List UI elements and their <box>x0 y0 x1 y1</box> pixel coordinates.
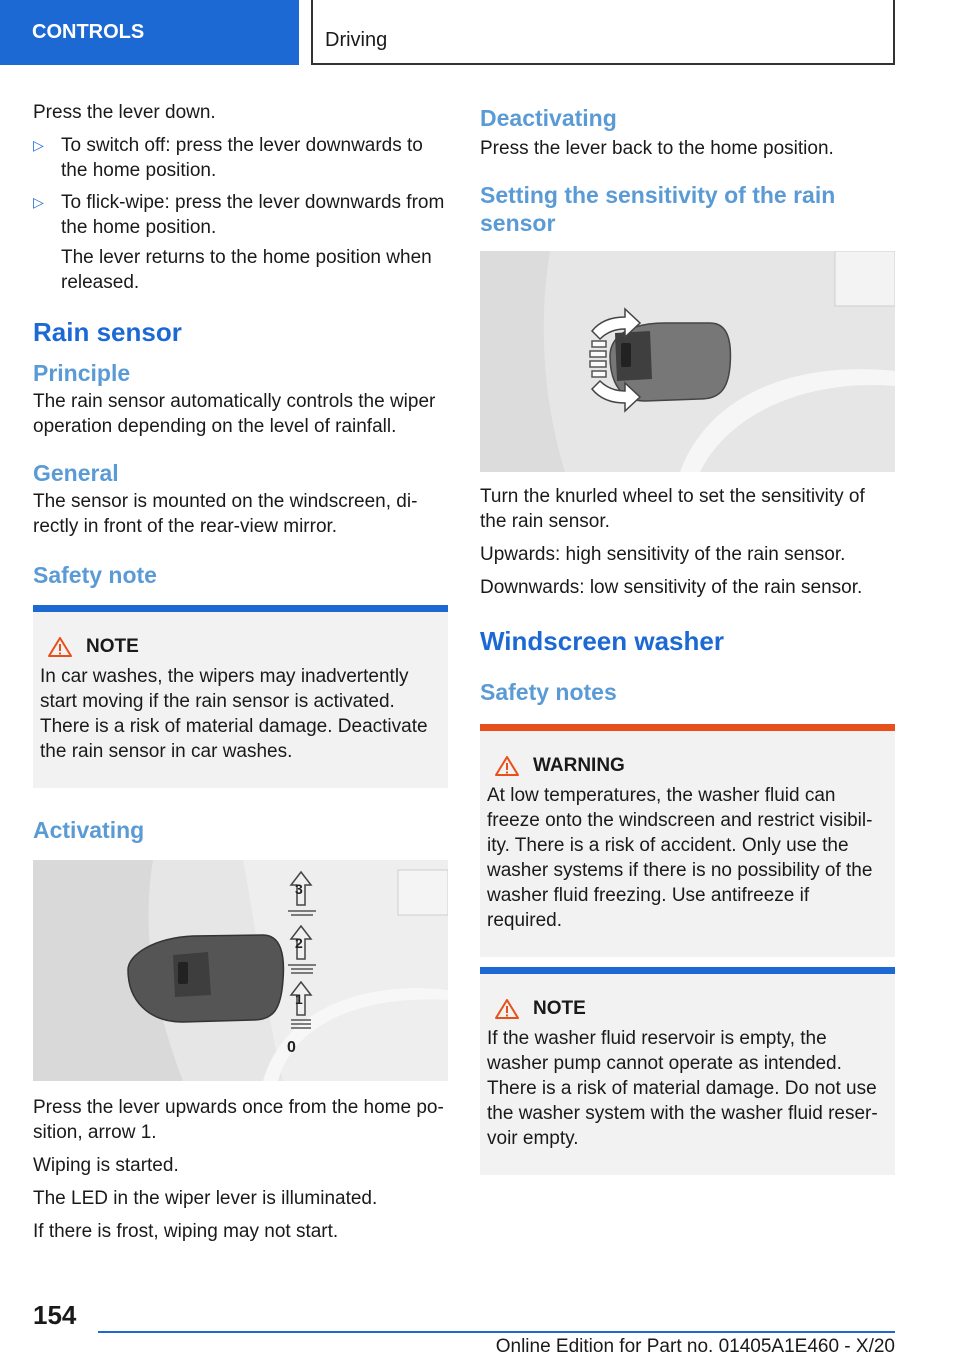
footer-rule <box>98 1331 895 1333</box>
triangle-bullet-icon: ▷ <box>33 194 44 210</box>
section-tab: CONTROLS <box>0 0 299 65</box>
principle-text: The rain sensor automatically controls the wiper operation depending on the level of rainfall. <box>33 391 436 437</box>
note-box <box>33 605 448 788</box>
frost-text: If there is frost, wiping may not start. <box>33 1221 339 1242</box>
note-text: If the washer fluid reservoir is empty, the washer pump cannot operate as intended. There is a risk of material damage. Do not use the washer system with the washer fluid reser‐voir empty. <box>487 1028 878 1149</box>
general-heading: General <box>33 460 119 486</box>
page-number: 154 <box>33 1300 77 1330</box>
upwards-text: Upwards: high sensitivity of the rain sensor. <box>480 544 846 565</box>
warning-header <box>487 755 887 777</box>
sensitivity-heading: Setting the sensitivity of the rain sensor <box>480 182 836 236</box>
safety-note-heading: Safety note <box>33 562 157 588</box>
rain-sensor-heading: Rain sensor <box>33 317 182 347</box>
warning-triangle-icon <box>48 637 72 657</box>
list-item <box>33 133 448 183</box>
header-divider-right <box>893 0 895 65</box>
wheel-drawing <box>480 251 895 472</box>
windscreen-washer-heading: Windscreen washer <box>480 626 724 656</box>
figure-label-0: 0 <box>287 1039 296 1056</box>
triangle-bullet-icon: ▷ <box>33 137 44 153</box>
sensitivity-text: Turn the knurled wheel to set the sensitivity of the rain sensor. <box>480 486 865 532</box>
bullet-note: The lever returns to the home position when released. <box>61 247 432 293</box>
downwards-text: Downwards: low sensitivity of the rain sensor. <box>480 577 863 598</box>
activating-heading: Activating <box>33 817 145 843</box>
note-text: In car washes, the wipers may inadvertently start moving if the rain sensor is activated. There is a risk of material damage. Deactivate the rain sensor in car washes. <box>40 666 428 762</box>
deactivating-text: Press the lever back to the home position. <box>480 138 834 159</box>
note-label: NOTE <box>533 998 586 1019</box>
led-text: The LED in the wiper lever is illuminated. <box>33 1188 378 1209</box>
note-box <box>480 967 895 1175</box>
left-column <box>33 100 448 1252</box>
safety-notes-heading: Safety notes <box>480 679 617 705</box>
wiper-lever-illustration <box>33 860 448 1081</box>
warning-triangle-icon <box>495 999 519 1019</box>
figure-label-1: 1 <box>295 991 303 1007</box>
header-underline <box>311 63 895 65</box>
chapter-title: Driving <box>325 29 388 51</box>
lever-drawing <box>33 860 448 1081</box>
activating-text: Press the lever upwards once from the home po‐sition, arrow 1. <box>33 1097 444 1143</box>
note-header <box>40 636 440 658</box>
warning-text: At low temperatures, the washer fluid can freeze onto the windscreen and restrict visibil‐ity. There is a risk of accident. Only use the washer systems if there is no possibility of the washer fluid freezing. Use antifreeze if required. <box>487 785 873 931</box>
note-header <box>487 998 887 1020</box>
warning-box <box>480 724 895 957</box>
figure-label-2: 2 <box>295 935 303 951</box>
note-label: NOTE <box>86 636 139 657</box>
wiping-text: Wiping is started. <box>33 1155 179 1176</box>
right-column <box>480 104 895 1175</box>
warning-label: WARNING <box>533 755 625 776</box>
figure-label-3: 3 <box>295 881 303 897</box>
general-text: The sensor is mounted on the windscreen, di‐rectly in front of the rear-view mirror. <box>33 491 418 537</box>
sensitivity-wheel-illustration <box>480 251 895 472</box>
deactivating-heading: Deactivating <box>480 105 617 131</box>
intro-text: Press the lever down. <box>33 102 216 123</box>
list-item-text: To switch off: press the lever downwards to the home position. <box>61 135 423 181</box>
list-item <box>33 190 448 240</box>
edition-text: Online Edition for Part no. 01405A1E460 - X/20 <box>495 1336 895 1357</box>
warning-triangle-icon <box>495 756 519 776</box>
header-divider <box>311 0 313 65</box>
principle-heading: Principle <box>33 360 131 386</box>
list-item-text: To flick-wipe: press the lever downwards from the home position. <box>61 192 445 238</box>
